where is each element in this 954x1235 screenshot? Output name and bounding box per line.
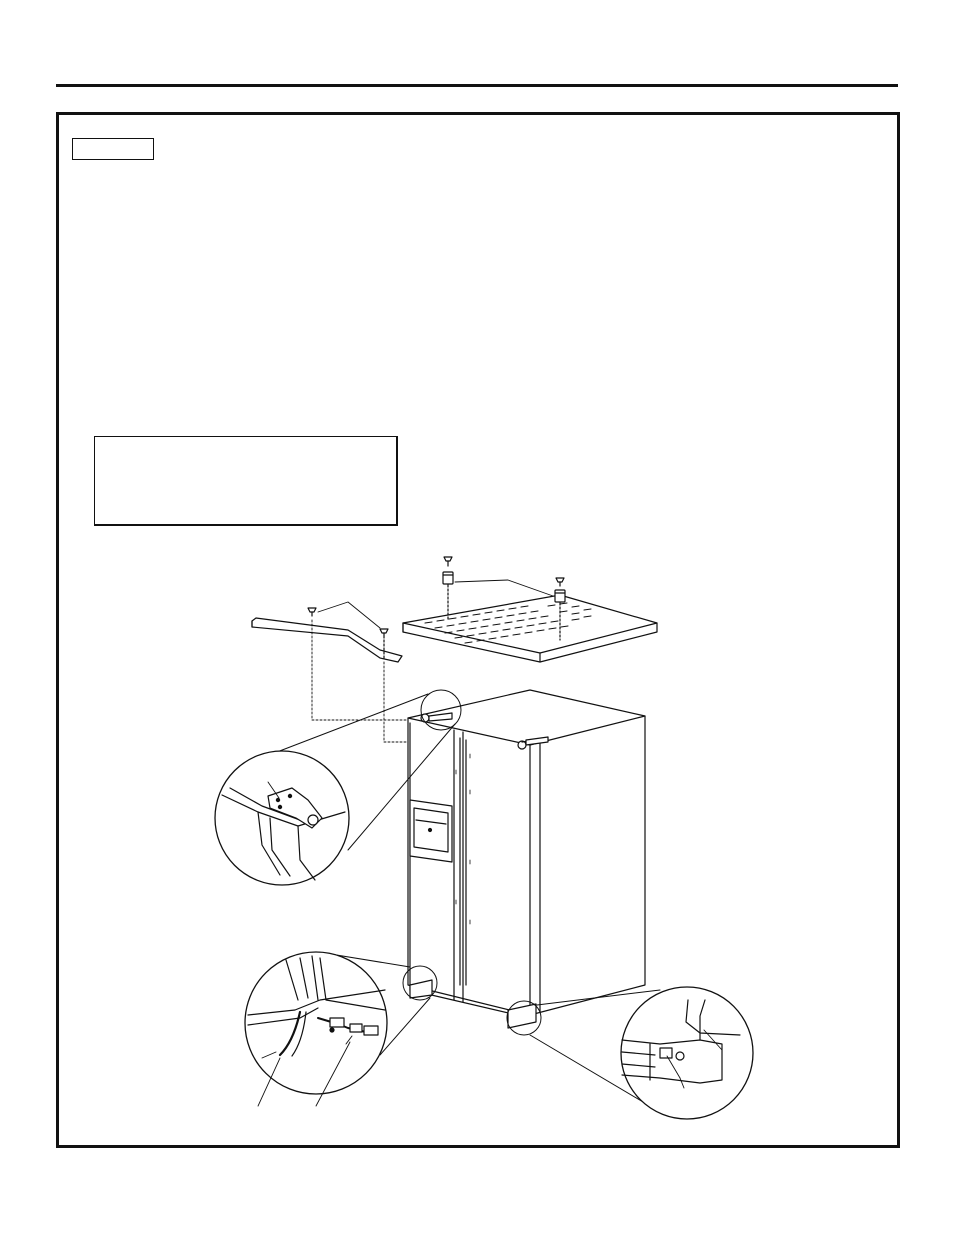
top-cover-panel	[403, 595, 657, 662]
refrigerator-body	[408, 690, 645, 1028]
hinge-cover-bar	[252, 602, 402, 662]
